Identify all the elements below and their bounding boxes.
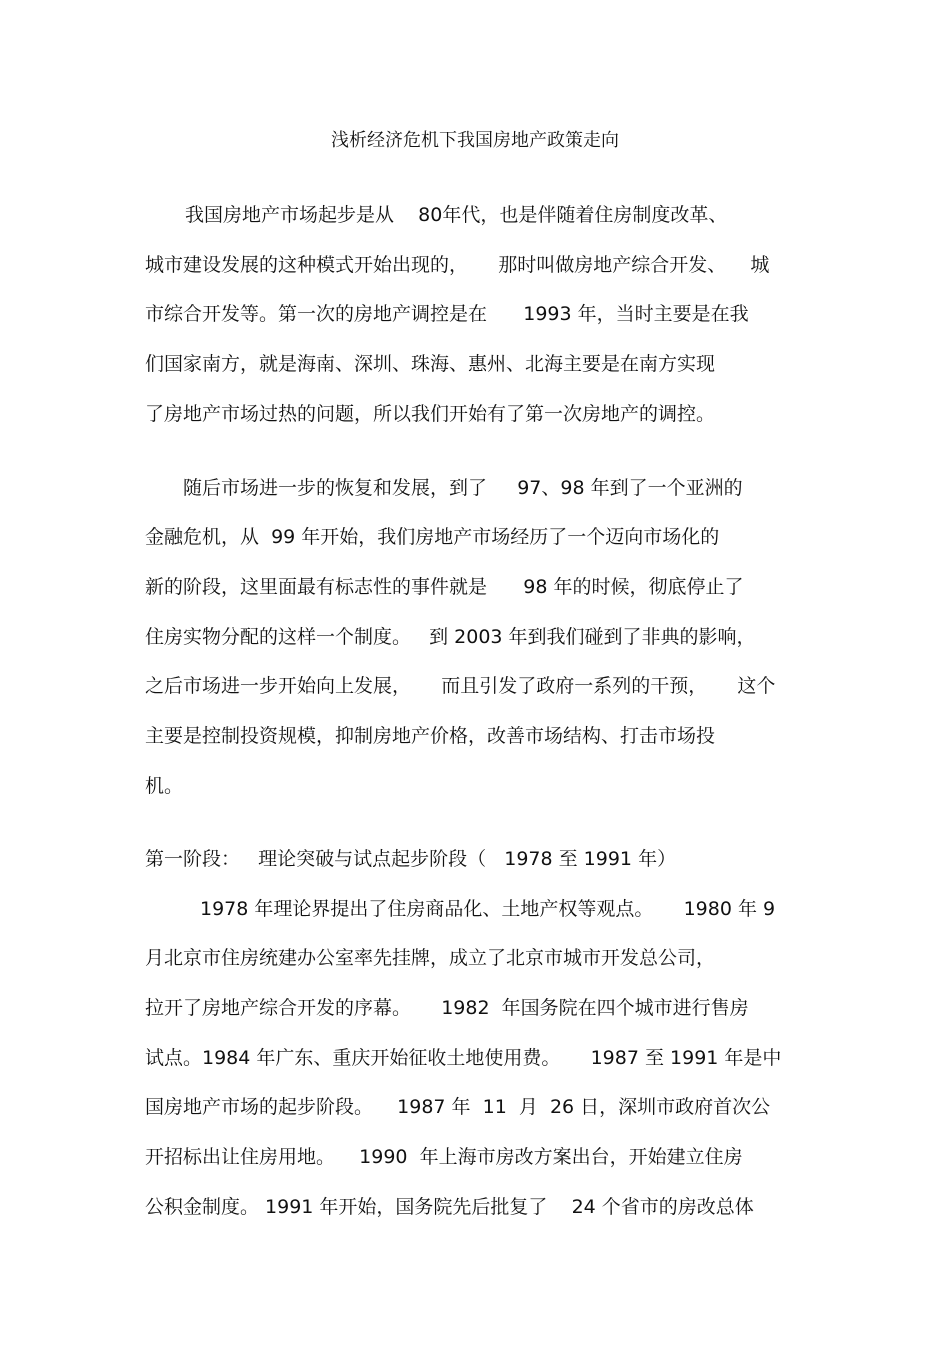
paragraph-2-line-1: 随后市场进一步的恢复和发展，到了 97、98 年到了一个亚洲的: [183, 477, 743, 499]
paragraph-1-line-5: 了房地产市场过热的问题，所以我们开始有了第一次房地产的调控。: [145, 403, 716, 425]
paragraph-2-line-6: 主要是控制投资规模，抑制房地产价格，改善市场结构、打击市场投: [145, 725, 716, 747]
paragraph-3-line-2: 月北京市住房统建办公室率先挂牌，成立了北京市城市开发总公司，: [145, 947, 716, 969]
paragraph-3-line-1: 1978 年理论界提出了住房商品化、土地产权等观点。 1980 年 9: [200, 898, 776, 920]
paragraph-3-line-7: 公积金制度。 1991 年开始，国务院先后批复了 24 个省市的房改总体: [145, 1196, 754, 1218]
paragraph-3-line-5: 国房地产市场的起步阶段。 1987 年 11 月 26 日，深圳市政府首次公: [145, 1096, 771, 1118]
paragraph-1-line-2: 城市建设发展的这种模式开始出现的， 那时叫做房地产综合开发、 城: [145, 254, 770, 276]
paragraph-1-line-3: 市综合开发等。第一次的房地产调控是在 1993 年，当时主要是在我: [145, 303, 749, 325]
paragraph-2-line-5: 之后市场进一步开始向上发展， 而且引发了政府一系列的干预， 这个: [145, 675, 776, 697]
paragraph-1-line-4: 们国家南方，就是海南、深圳、珠海、惠州、北海主要是在南方实现: [145, 353, 716, 375]
section-heading-stage-1: 第一阶段： 理论突破与试点起步阶段（ 1978 至 1991 年）: [145, 848, 677, 870]
paragraph-2-line-3: 新的阶段，这里面最有标志性的事件就是 98 年的时候，彻底停止了: [145, 576, 744, 598]
paragraph-2-line-4: 住房实物分配的这样一个制度。 到 2003 年到我们碰到了非典的影响，: [145, 626, 756, 648]
paragraph-3-line-3: 拉开了房地产综合开发的序幕。 1982 年国务院在四个城市进行售房: [145, 997, 749, 1019]
paragraph-2-line-2: 金融危机，从 99 年开始，我们房地产市场经历了一个迈向市场化的: [145, 526, 720, 548]
paragraph-1-line-1: 我国房地产市场起步是从 80年代，也是伴随着住房制度改革、: [185, 204, 728, 226]
document-title: 浅析经济危机下我国房地产政策走向: [331, 130, 619, 151]
paragraph-3-line-6: 开招标出让住房用地。 1990 年上海市房改方案出台，开始建立住房: [145, 1146, 743, 1168]
paragraph-2-line-7: 机。: [145, 775, 184, 797]
paragraph-3-line-4: 试点。1984 年广东、重庆开始征收土地使用费。 1987 至 1991 年是中: [145, 1047, 782, 1069]
